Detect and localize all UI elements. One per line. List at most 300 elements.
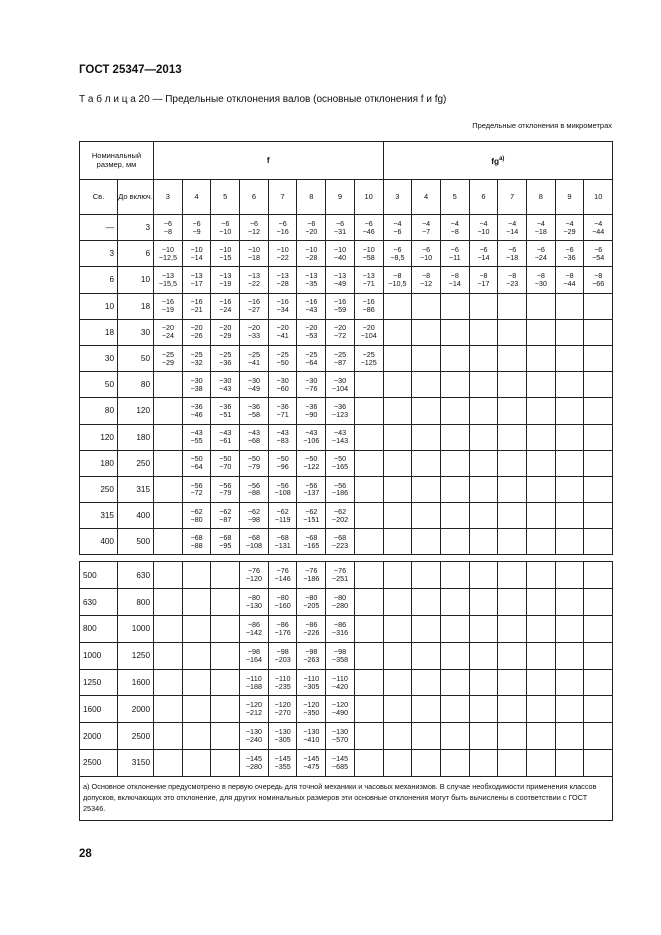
f-value-cell	[240, 503, 269, 529]
deviation-value: −71	[362, 278, 375, 288]
deviation-value: −76	[333, 566, 347, 576]
deviation-value: −145	[303, 753, 320, 763]
size-upto: 2500	[118, 723, 154, 750]
deviation-value: −25	[161, 349, 174, 359]
deviation-value: −16	[247, 297, 261, 307]
table-row	[80, 529, 613, 555]
f-value-cell	[268, 398, 297, 424]
deviation-value: −41	[247, 357, 261, 367]
deviation-value: −59	[333, 305, 347, 315]
f-value-cell	[240, 241, 269, 267]
fg-value-cell	[555, 589, 584, 616]
deviation-value: −6	[393, 244, 402, 254]
deviation-value: −86	[247, 620, 261, 629]
fg-value-cell	[469, 241, 498, 267]
fg-value-cell	[526, 750, 555, 777]
fg-value-cell	[584, 345, 613, 371]
deviation-value: −4	[565, 218, 574, 228]
deviation-value: −6	[393, 226, 402, 236]
deviation-value: −18	[247, 252, 261, 262]
f-value-cell	[211, 562, 240, 589]
deviation-value: −36	[276, 401, 289, 411]
deviation-value: −26	[190, 331, 203, 341]
f-value-cell	[326, 562, 355, 589]
deviation-value: −18	[506, 252, 519, 262]
deviation-value: −8,5	[390, 252, 405, 262]
deviation-value: −19	[161, 305, 174, 315]
deviation-value: −24	[219, 305, 232, 315]
f-value-cell	[297, 267, 326, 293]
separator-cell	[80, 555, 613, 562]
deviation-value: −164	[245, 654, 263, 664]
f-value-cell	[182, 750, 211, 777]
deviation-value: −98	[333, 646, 347, 656]
deviation-value: −10	[190, 244, 203, 254]
fg-value-cell	[469, 398, 498, 424]
f-value-cell	[354, 616, 383, 643]
f-value-cell	[154, 616, 183, 643]
fg-value-cell	[412, 293, 441, 319]
fg-value-cell	[498, 529, 527, 555]
fg-value-cell	[498, 723, 527, 750]
deviation-value: −6	[278, 218, 287, 228]
fg-value-cell	[555, 319, 584, 345]
size-over: 18	[80, 319, 118, 345]
fg-value-cell	[555, 345, 584, 371]
deviation-value: −54	[592, 252, 605, 262]
fg-value-cell	[584, 503, 613, 529]
deviation-value: −130	[274, 727, 291, 737]
f-value-cell	[211, 696, 240, 723]
fg-value-cell	[555, 372, 584, 398]
table-row	[80, 503, 613, 529]
table-row	[80, 723, 613, 750]
f-value-cell	[326, 215, 355, 241]
f-value-cell	[268, 372, 297, 398]
deviation-value: −270	[274, 708, 291, 718]
deviation-value: −8	[163, 226, 172, 236]
f-value-cell	[354, 293, 383, 319]
f-value-cell	[326, 241, 355, 267]
deviation-value: −43	[305, 428, 318, 438]
fg-value-cell	[412, 529, 441, 555]
grade-f-10: 10	[354, 180, 383, 215]
deviation-value: −50	[190, 454, 203, 464]
fg-value-cell	[440, 424, 469, 450]
f-value-cell	[326, 642, 355, 669]
fg-value-cell	[498, 345, 527, 371]
deviation-value: −43	[190, 428, 203, 438]
fg-value-cell	[526, 372, 555, 398]
deviation-table	[79, 141, 613, 821]
size-upto: 1600	[118, 669, 154, 696]
deviation-value: −350	[303, 708, 320, 718]
size-upto: 630	[118, 562, 154, 589]
deviation-value: −4	[508, 218, 517, 228]
f-value-cell	[240, 345, 269, 371]
deviation-value: −6	[450, 244, 459, 254]
fg-value-cell	[526, 529, 555, 555]
f-value-cell	[182, 267, 211, 293]
f-value-cell	[268, 696, 297, 723]
deviation-value: −25	[276, 349, 289, 359]
fg-value-cell	[584, 215, 613, 241]
table-row	[80, 589, 613, 616]
size-over: —	[80, 215, 118, 241]
f-value-cell	[154, 241, 183, 267]
size-over: 1250	[80, 669, 118, 696]
deviation-value: −43	[276, 428, 289, 438]
f-value-cell	[268, 562, 297, 589]
deviation-value: −60	[276, 383, 289, 393]
deviation-value: −50	[333, 454, 347, 464]
fg-value-cell	[412, 723, 441, 750]
deviation-value: −20	[305, 323, 318, 333]
grade-fg-3: 3	[383, 180, 412, 215]
deviation-value: −80	[247, 593, 261, 603]
f-value-cell	[297, 476, 326, 502]
f-value-cell	[297, 562, 326, 589]
f-value-cell	[326, 372, 355, 398]
deviation-value: −98	[276, 646, 289, 656]
grade-fg-6: 6	[469, 180, 498, 215]
deviation-value: −30	[534, 278, 547, 288]
table-row	[80, 450, 613, 476]
fg-value-cell	[383, 642, 412, 669]
deviation-value: −188	[245, 681, 263, 691]
deviation-value: −6	[163, 218, 172, 228]
fg-value-cell	[440, 398, 469, 424]
fg-value-cell	[584, 529, 613, 555]
f-value-cell	[182, 345, 211, 371]
size-over: 10	[80, 293, 118, 319]
deviation-value: −305	[274, 735, 291, 745]
deviation-value: −18	[534, 226, 547, 236]
table-row	[80, 372, 613, 398]
fg-value-cell	[526, 669, 555, 696]
deviation-value: −43	[219, 383, 232, 393]
fg-value-cell	[555, 529, 584, 555]
deviation-value: −83	[276, 436, 289, 446]
deviation-value: −25	[362, 349, 375, 359]
fg-value-cell	[440, 616, 469, 643]
f-value-cell	[154, 503, 183, 529]
deviation-value: −146	[274, 574, 291, 584]
fg-value-cell	[412, 372, 441, 398]
deviation-value: −28	[276, 278, 289, 288]
f-value-cell	[268, 616, 297, 643]
deviation-value: −71	[276, 409, 289, 419]
deviation-value: −16	[362, 297, 375, 307]
grade-fg-4: 4	[412, 180, 441, 215]
fg-value-cell	[584, 267, 613, 293]
f-value-cell	[211, 529, 240, 555]
fg-value-cell	[383, 319, 412, 345]
f-value-cell	[326, 398, 355, 424]
deviation-value: −34	[276, 305, 289, 315]
f-value-cell	[268, 424, 297, 450]
deviation-value: −50	[247, 454, 261, 464]
fg-value-cell	[440, 562, 469, 589]
deviation-value: −212	[245, 708, 263, 718]
deviation-value: −98	[247, 514, 261, 524]
f-value-cell	[211, 723, 240, 750]
deviation-value: −119	[274, 514, 291, 524]
fg-value-cell	[526, 642, 555, 669]
fg-value-cell	[498, 372, 527, 398]
f-value-cell	[354, 372, 383, 398]
deviation-value: −36	[219, 357, 232, 367]
table-row	[80, 267, 613, 293]
f-value-cell	[240, 589, 269, 616]
f-value-cell	[211, 669, 240, 696]
group-fg-label: fg	[491, 155, 500, 166]
fg-value-cell	[584, 450, 613, 476]
deviation-value: −145	[274, 753, 291, 763]
deviation-value: −29	[161, 357, 174, 367]
f-value-cell	[154, 319, 183, 345]
f-value-cell	[354, 267, 383, 293]
f-value-cell	[326, 723, 355, 750]
fg-value-cell	[526, 476, 555, 502]
fg-value-cell	[526, 267, 555, 293]
deviation-value: −12	[419, 278, 433, 288]
fg-value-cell	[383, 476, 412, 502]
deviation-value: −56	[333, 480, 347, 490]
fg-value-cell	[383, 215, 412, 241]
table-row	[80, 241, 613, 267]
f-value-cell	[211, 450, 240, 476]
deviation-value: −55	[190, 436, 203, 446]
deviation-value: −72	[190, 488, 203, 498]
deviation-value: −16	[305, 297, 318, 307]
f-value-cell	[326, 424, 355, 450]
table-row	[80, 642, 613, 669]
fg-value-cell	[584, 372, 613, 398]
deviation-value: −6	[335, 218, 345, 228]
units-note: Предельные отклонения в микрометрах	[472, 121, 612, 130]
f-value-cell	[297, 503, 326, 529]
fg-value-cell	[555, 669, 584, 696]
fg-value-cell	[498, 424, 527, 450]
deviation-value: −30	[247, 375, 261, 385]
fg-value-cell	[526, 398, 555, 424]
f-value-cell	[154, 476, 183, 502]
fg-value-cell	[440, 345, 469, 371]
f-value-cell	[211, 589, 240, 616]
deviation-value: −15,5	[158, 278, 177, 288]
fg-value-cell	[555, 723, 584, 750]
deviation-value: −50	[305, 454, 318, 464]
deviation-value: −25	[190, 349, 203, 359]
deviation-value: −66	[592, 278, 605, 288]
f-value-cell	[268, 723, 297, 750]
f-value-cell	[326, 529, 355, 555]
f-value-cell	[154, 750, 183, 777]
f-value-cell	[182, 372, 211, 398]
f-value-cell	[182, 319, 211, 345]
f-value-cell	[154, 345, 183, 371]
fg-value-cell	[469, 293, 498, 319]
deviation-value: −8	[536, 271, 545, 281]
deviation-value: −95	[219, 540, 232, 550]
deviation-value: −64	[305, 357, 318, 367]
deviation-value: −160	[274, 601, 291, 611]
deviation-value: −13	[333, 271, 347, 281]
f-value-cell	[297, 529, 326, 555]
f-value-cell	[297, 398, 326, 424]
deviation-value: −13	[219, 271, 232, 281]
deviation-value: −6	[594, 244, 603, 254]
fg-value-cell	[498, 589, 527, 616]
deviation-value: −20	[333, 323, 347, 333]
deviation-value: −685	[331, 761, 349, 771]
size-over: 3	[80, 241, 118, 267]
f-value-cell	[154, 696, 183, 723]
deviation-value: −420	[331, 681, 349, 691]
f-value-cell	[240, 696, 269, 723]
deviation-value: −8	[565, 271, 574, 281]
deviation-value: −76	[247, 566, 261, 576]
deviation-value: −20	[362, 323, 375, 333]
deviation-value: −68	[247, 532, 261, 542]
f-value-cell	[240, 293, 269, 319]
deviation-value: −12,5	[158, 252, 177, 262]
deviation-value: −13	[161, 271, 174, 281]
deviation-value: −56	[276, 480, 289, 490]
f-value-cell	[268, 476, 297, 502]
grade-fg-10: 10	[584, 180, 613, 215]
deviation-value: −226	[303, 627, 320, 637]
fg-value-cell	[412, 241, 441, 267]
deviation-value: −68	[305, 532, 318, 542]
fg-value-cell	[526, 503, 555, 529]
deviation-value: −90	[305, 409, 318, 419]
size-upto: 400	[118, 503, 154, 529]
f-value-cell	[211, 372, 240, 398]
deviation-value: −8	[594, 271, 603, 281]
size-upto: 6	[118, 241, 154, 267]
fg-value-cell	[383, 293, 412, 319]
deviation-value: −25	[333, 349, 347, 359]
deviation-value: −44	[592, 226, 605, 236]
fg-value-cell	[526, 562, 555, 589]
fg-value-cell	[383, 616, 412, 643]
fg-value-cell	[584, 319, 613, 345]
fg-value-cell	[440, 267, 469, 293]
fg-value-cell	[555, 616, 584, 643]
fg-value-cell	[584, 562, 613, 589]
deviation-value: −27	[247, 305, 261, 315]
deviation-value: −104	[360, 331, 377, 341]
f-value-cell	[154, 723, 183, 750]
deviation-value: −280	[331, 601, 349, 611]
fg-value-cell	[526, 215, 555, 241]
deviation-value: −30	[276, 375, 289, 385]
fg-value-cell	[383, 562, 412, 589]
fg-value-cell	[555, 450, 584, 476]
deviation-value: −80	[276, 593, 289, 603]
f-value-cell	[354, 642, 383, 669]
deviation-value: −19	[219, 278, 232, 288]
f-value-cell	[354, 319, 383, 345]
f-value-cell	[182, 293, 211, 319]
deviation-value: −20	[161, 323, 174, 333]
deviation-value: −16	[190, 297, 203, 307]
fg-value-cell	[440, 723, 469, 750]
fg-value-cell	[584, 750, 613, 777]
deviation-value: −35	[305, 278, 318, 288]
fg-value-cell	[498, 750, 527, 777]
deviation-value: −120	[274, 700, 291, 710]
deviation-value: −10,5	[388, 278, 407, 288]
deviation-value: −46	[362, 226, 375, 236]
f-value-cell	[268, 319, 297, 345]
grade-fg-8: 8	[526, 180, 555, 215]
f-value-cell	[268, 450, 297, 476]
f-value-cell	[211, 503, 240, 529]
deviation-value: −15	[219, 252, 232, 262]
f-value-cell	[326, 589, 355, 616]
f-value-cell	[268, 293, 297, 319]
deviation-value: −4	[450, 218, 459, 228]
f-value-cell	[240, 372, 269, 398]
fg-value-cell	[469, 476, 498, 502]
deviation-value: −6	[536, 244, 545, 254]
group-f-header: f	[154, 142, 384, 180]
grade-f-4: 4	[182, 180, 211, 215]
deviation-value: −50	[276, 357, 289, 367]
fg-value-cell	[440, 750, 469, 777]
fg-value-cell	[526, 319, 555, 345]
size-over: 2500	[80, 750, 118, 777]
deviation-value: −8	[450, 271, 459, 281]
deviation-value: −24	[161, 331, 174, 341]
deviation-value: −16	[219, 297, 232, 307]
f-value-cell	[154, 562, 183, 589]
fg-value-cell	[555, 424, 584, 450]
f-value-cell	[240, 642, 269, 669]
f-value-cell	[211, 750, 240, 777]
fg-value-cell	[440, 529, 469, 555]
f-value-cell	[154, 398, 183, 424]
deviation-value: −10	[161, 244, 174, 254]
deviation-value: −110	[332, 673, 348, 683]
fg-value-cell	[412, 398, 441, 424]
size-upto: 3150	[118, 750, 154, 777]
deviation-value: −25	[219, 349, 232, 359]
f-value-cell	[297, 696, 326, 723]
fg-value-cell	[383, 529, 412, 555]
deviation-value: −14	[477, 252, 490, 262]
f-value-cell	[354, 241, 383, 267]
deviation-value: −64	[190, 462, 203, 472]
f-value-cell	[268, 589, 297, 616]
f-value-cell	[154, 267, 183, 293]
deviation-value: −51	[219, 409, 232, 419]
deviation-value: −110	[246, 673, 262, 683]
size-over: 6	[80, 267, 118, 293]
f-value-cell	[354, 215, 383, 241]
deviation-value: −28	[305, 252, 318, 262]
fg-value-cell	[383, 696, 412, 723]
fg-value-cell	[469, 723, 498, 750]
f-value-cell	[154, 372, 183, 398]
deviation-value: −123	[331, 409, 349, 419]
table-row	[80, 669, 613, 696]
f-value-cell	[268, 750, 297, 777]
deviation-value: −31	[333, 226, 347, 236]
